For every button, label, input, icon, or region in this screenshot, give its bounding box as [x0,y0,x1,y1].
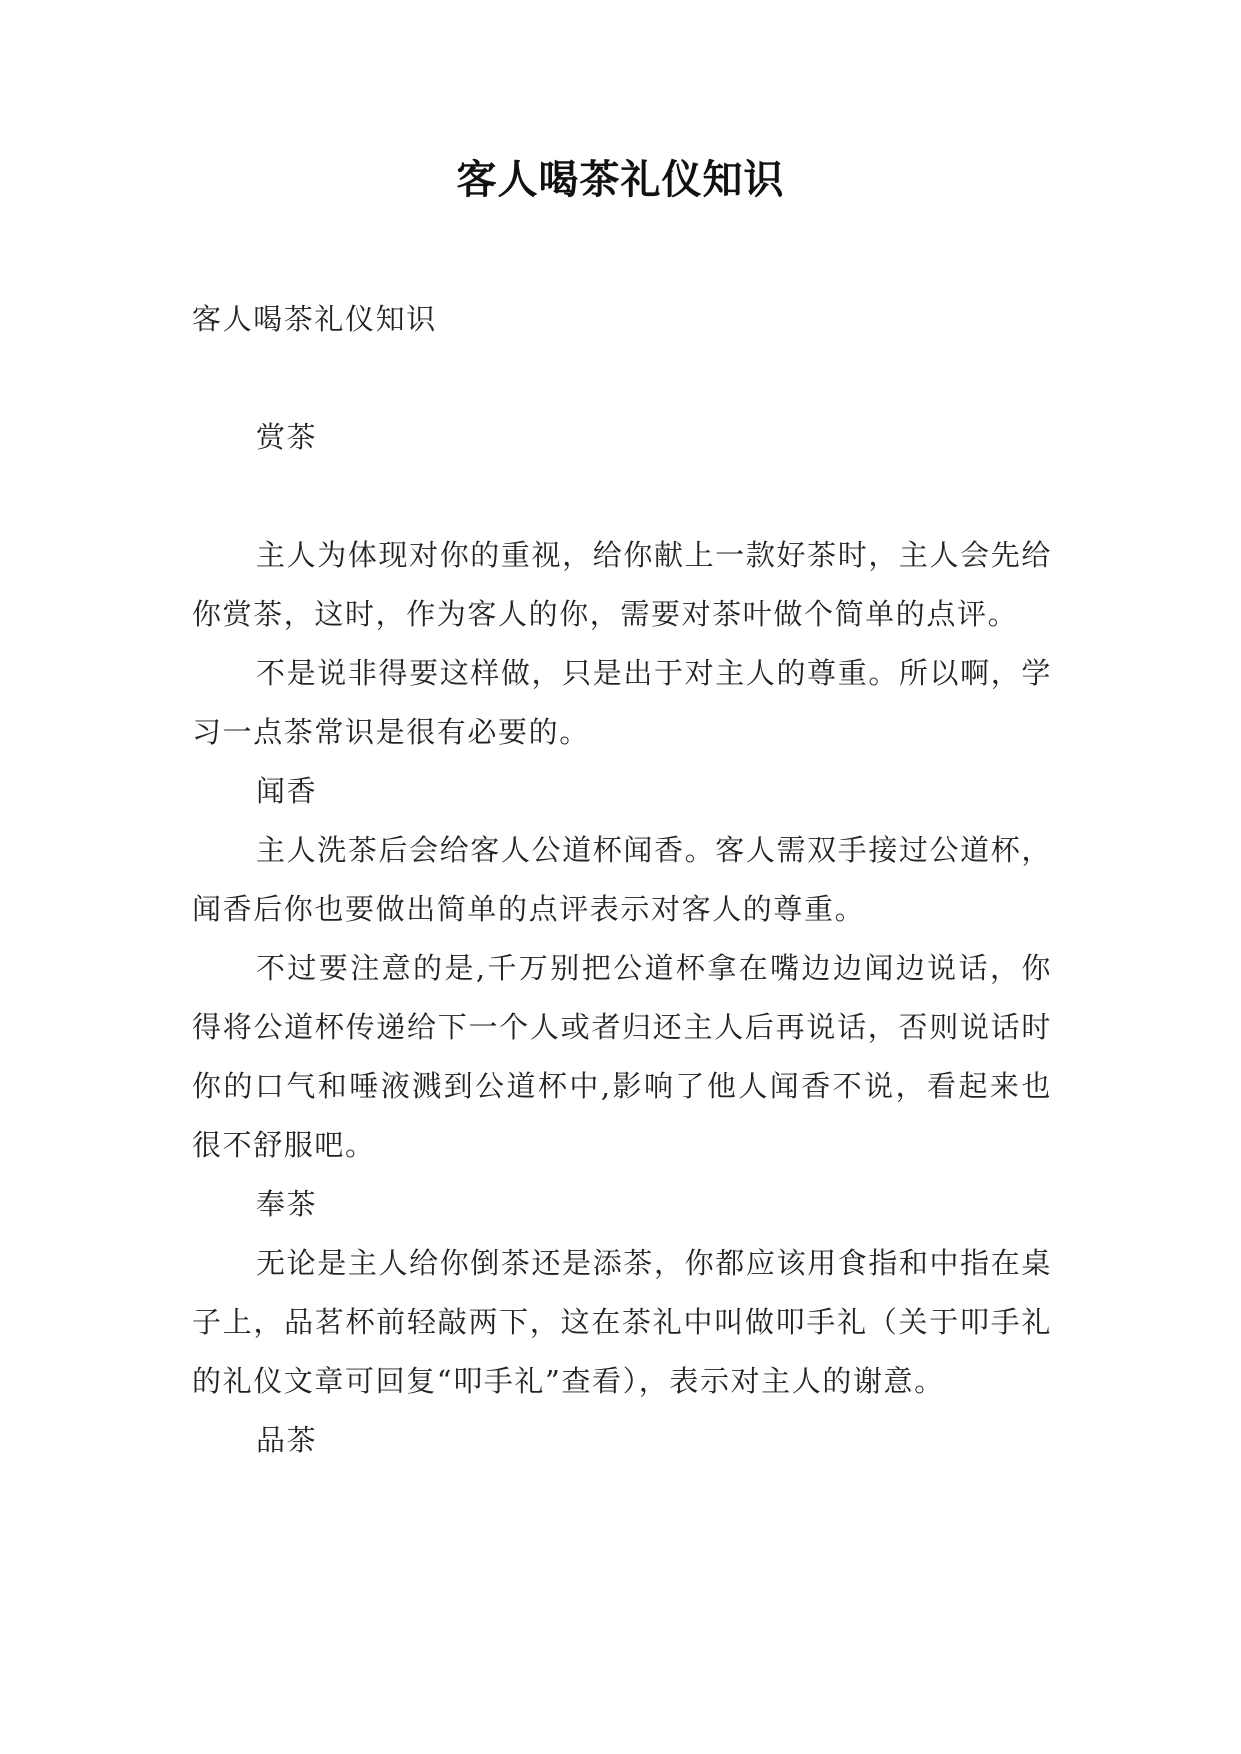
document-subtitle: 客人喝茶礼仪知识 [192,302,437,336]
document-body [192,290,1052,1470]
section-heading-taste-tea: 品茶 [256,1423,318,1457]
paragraph-appreciate-tea-1: 主人为体现对你的重视，给你献上一款好茶时，主人会先给你赏茶，这时，作为客人的你，需要对茶叶做个简单的点评。 [192,538,1052,631]
section-heading-serve-tea: 奉茶 [256,1187,318,1221]
paragraph-serve-tea-1: 无论是主人给你倒茶还是添茶，你都应该用食指和中指在桌子上，品茗杯前轻敲两下，这在茶礼中叫做叩手礼（关于叩手礼的礼仪文章可回复“叩手礼”查看），表示对主人的谢意。 [192,1246,1052,1398]
document-title: 客人喝茶礼仪知识 [456,156,785,203]
paragraph-appreciate-tea-2: 不是说非得要这样做，只是出于对主人的尊重。所以啊，学习一点茶常识是很有必要的。 [192,656,1052,749]
paragraph-smell-aroma-2: 不过要注意的是,千万别把公道杯拿在嘴边边闻边说话，你得将公道杯传递给下一个人或者归还主人后再说话，否则说话时你的口气和唾液溅到公道杯中,影响了他人闻香不说，看起来也很不舒服吧。 [192,951,1052,1162]
section-heading-appreciate-tea: 赏茶 [256,420,318,454]
paragraph-smell-aroma-1: 主人洗茶后会给客人公道杯闻香。客人需双手接过公道杯，闻香后你也要做出简单的点评表示对客人的尊重。 [192,833,1052,926]
section-heading-smell-aroma: 闻香 [256,774,318,808]
